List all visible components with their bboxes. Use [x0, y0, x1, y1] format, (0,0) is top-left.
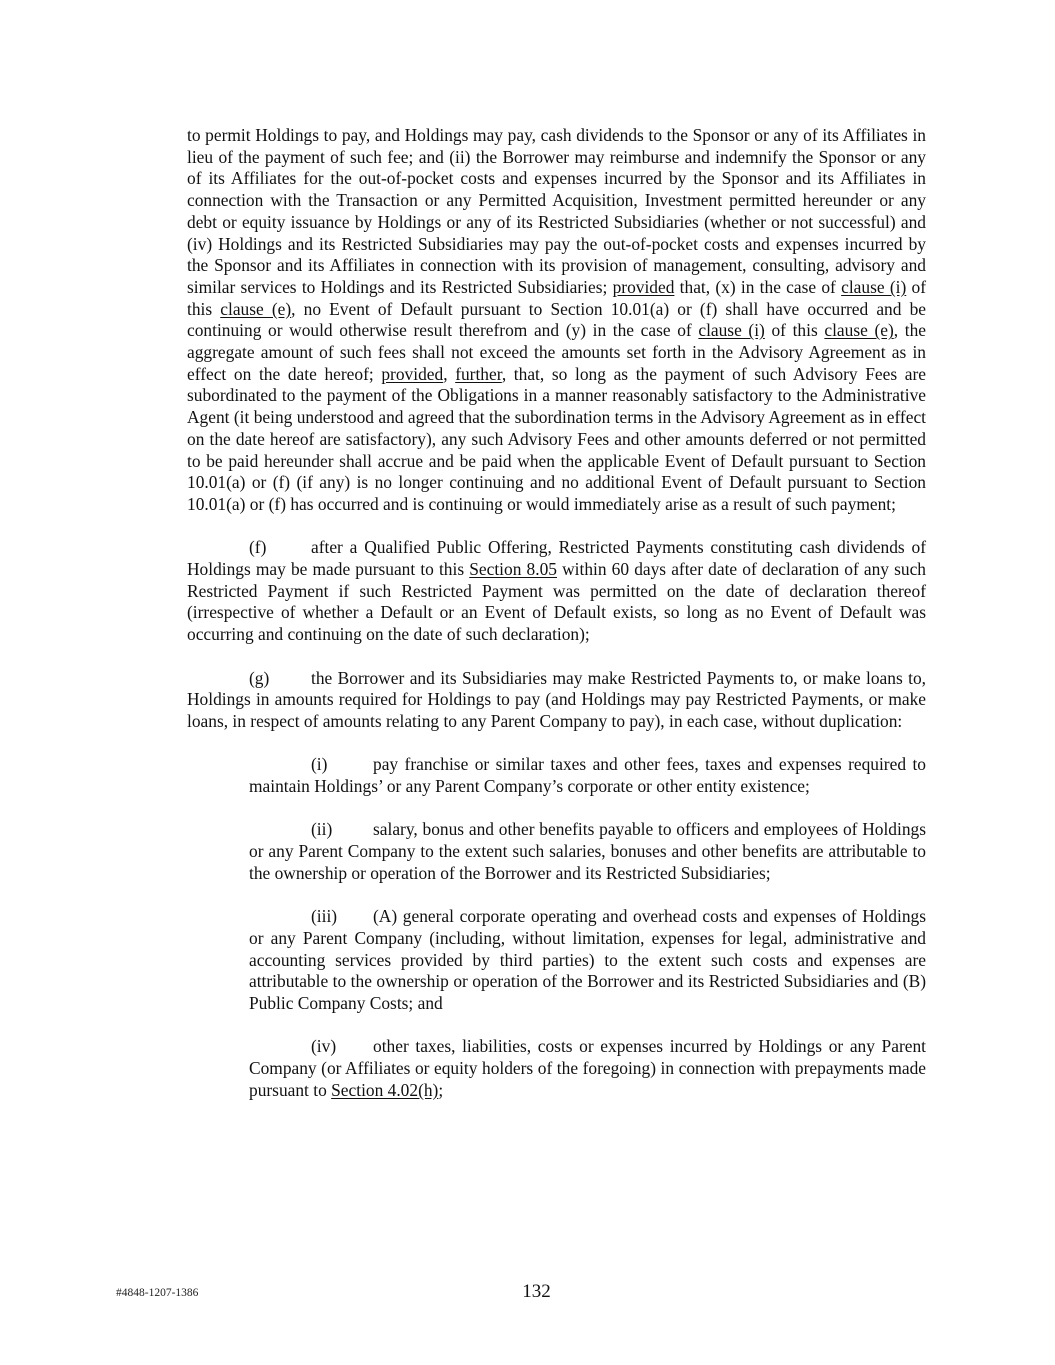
paragraph-text: , no Event of Default pursuant to Section 10.01(a) or (f) shall have occurred and be continuing or would otherwise result therefrom and (y) in the case of: [187, 298, 926, 341]
cross-reference-term: further: [455, 363, 502, 384]
clause-label: (f): [249, 537, 267, 558]
paragraph-text: , the aggregate amount of such fees shall not exceed the amounts set forth in the Advisory Agreement as in effect on the date hereof;: [187, 320, 926, 384]
cross-reference-term: clause (e): [824, 320, 894, 341]
cross-reference-term: clause (i): [841, 276, 907, 297]
paragraph-clause-f: [187, 537, 926, 646]
subclause-text: other taxes, liabilities, costs or expenses incurred by Holdings or any Parent Company (or Affiliates or equity holders of the foregoing) in connection with prepayments made pursuant to: [249, 1036, 926, 1100]
document-id: #4848-1207-1386: [116, 1287, 199, 1299]
document-body: [187, 125, 926, 1123]
paragraph-text: to permit Holdings to pay, and Holdings may pay, cash dividends to the Sponsor or any of its Affiliates in lieu of the payment of such fee; and (ii) the Borrower may reimburse and indemnify the Sponsor or any of its Affiliates for the out-of-pocket costs and expenses incurred by the Sponsor and its Affiliates in connection with the Transaction or any Permitted Acquisition, Investment permitted hereunder or any debt or equity issuance by Holdings or any of its Restricted Subsidiaries (whether or not successful) and (iv) Holdings and its Restricted Subsidiaries may pay the out-of-pocket costs and expenses incurred by the Sponsor and its Affiliates in connection with its provision of management, consulting, advisory and similar services to Holdings and its Restricted Subsidiaries;: [187, 125, 926, 297]
page-number: 132: [522, 1281, 551, 1302]
paragraph-text: that, (x) in the case of: [674, 276, 842, 297]
cross-reference-term: clause (e): [220, 298, 292, 319]
subclause-text: pay franchise or similar taxes and other fees, taxes and expenses required to maintain Holdings’ or any Parent Company’s corporate or other entity existence;: [249, 754, 926, 797]
subclause-text: (A) general corporate operating and overhead costs and expenses of Holdings or any Parent Company (including, without limitation, expenses for legal, administrative and accounting services provided by third parties) to the extent such costs and expenses are attributable to the ownership or operation of the Borrower and its Restricted Subsidiaries and (B) Public Company Costs; and: [249, 906, 926, 1014]
paragraph-clause-g: [187, 668, 926, 733]
clause-text: after a Qualified Public Offering, Restricted Payments constituting cash dividends of Holdings may be made pursuant to this: [187, 537, 926, 580]
paragraph-text: of this: [764, 320, 825, 341]
paragraph-text: ,: [443, 363, 456, 384]
cross-reference-term: clause (i): [698, 320, 765, 341]
paragraph-text: of this: [187, 276, 926, 319]
paragraph-subclause-i: [249, 754, 926, 797]
clause-label: (g): [249, 667, 270, 688]
section-reference-link[interactable]: Section 4.02(h): [331, 1079, 439, 1100]
subclause-label: (ii): [311, 819, 333, 840]
subclause-text: salary, bonus and other benefits payable to officers and employees of Holdings or any Parent Company to the extent such salaries, bonuses and other benefits are attributable to the ownership or operation of the Borrower and its Restricted Subsidiaries;: [249, 819, 926, 883]
paragraph-subclause-iv: [249, 1036, 926, 1101]
cross-reference-term: provided: [381, 363, 444, 384]
cross-reference-term: provided: [612, 276, 675, 297]
clause-text: the Borrower and its Subsidiaries may make Restricted Payments to, or make loans to, Holdings in amounts required for Holdings to pay (and Holdings may pay Restricted Payments, or make loans, in respect of amounts relating to any Parent Company to pay), in each case, without duplication:: [187, 667, 926, 731]
subclause-label: (iii): [311, 906, 338, 927]
subclause-label: (iv): [311, 1036, 337, 1057]
paragraph-text: , that, so long as the payment of such Advisory Fees are subordinated to the payment of the Obligations in a manner reasonably satisfactory to the Administrative Agent (it being understood and agreed that the subordination terms in the Advisory Agreement as in effect on the date hereof are satisfactory), any such Advisory Fees and other amounts deferred or not permitted to be paid hereunder shall accrue and be paid when the applicable Event of Default pursuant to Section 10.01(a) or (f) (if any) is no longer continuing and no additional Event of Default pursuant to Section 10.01(a) or (f) has occurred and is continuing or would immediately arise as a result of such payment;: [187, 363, 926, 514]
paragraph-subclause-iii: [249, 906, 926, 1015]
clause-text: within 60 days after date of declaration of any such Restricted Payment if such Restricted Payment was permitted on the date of declaration thereof (irrespective of whether a Default or an Event of Default exists, so long as no Event of Default was occurring and continuing on the date of such declaration);: [187, 559, 926, 645]
subclause-text: ;: [438, 1079, 444, 1100]
subclause-label: (i): [311, 754, 328, 775]
section-reference-link[interactable]: Section 8.05: [469, 559, 557, 580]
paragraph-clause-e-continuation: [187, 125, 926, 516]
paragraph-subclause-ii: [249, 819, 926, 884]
